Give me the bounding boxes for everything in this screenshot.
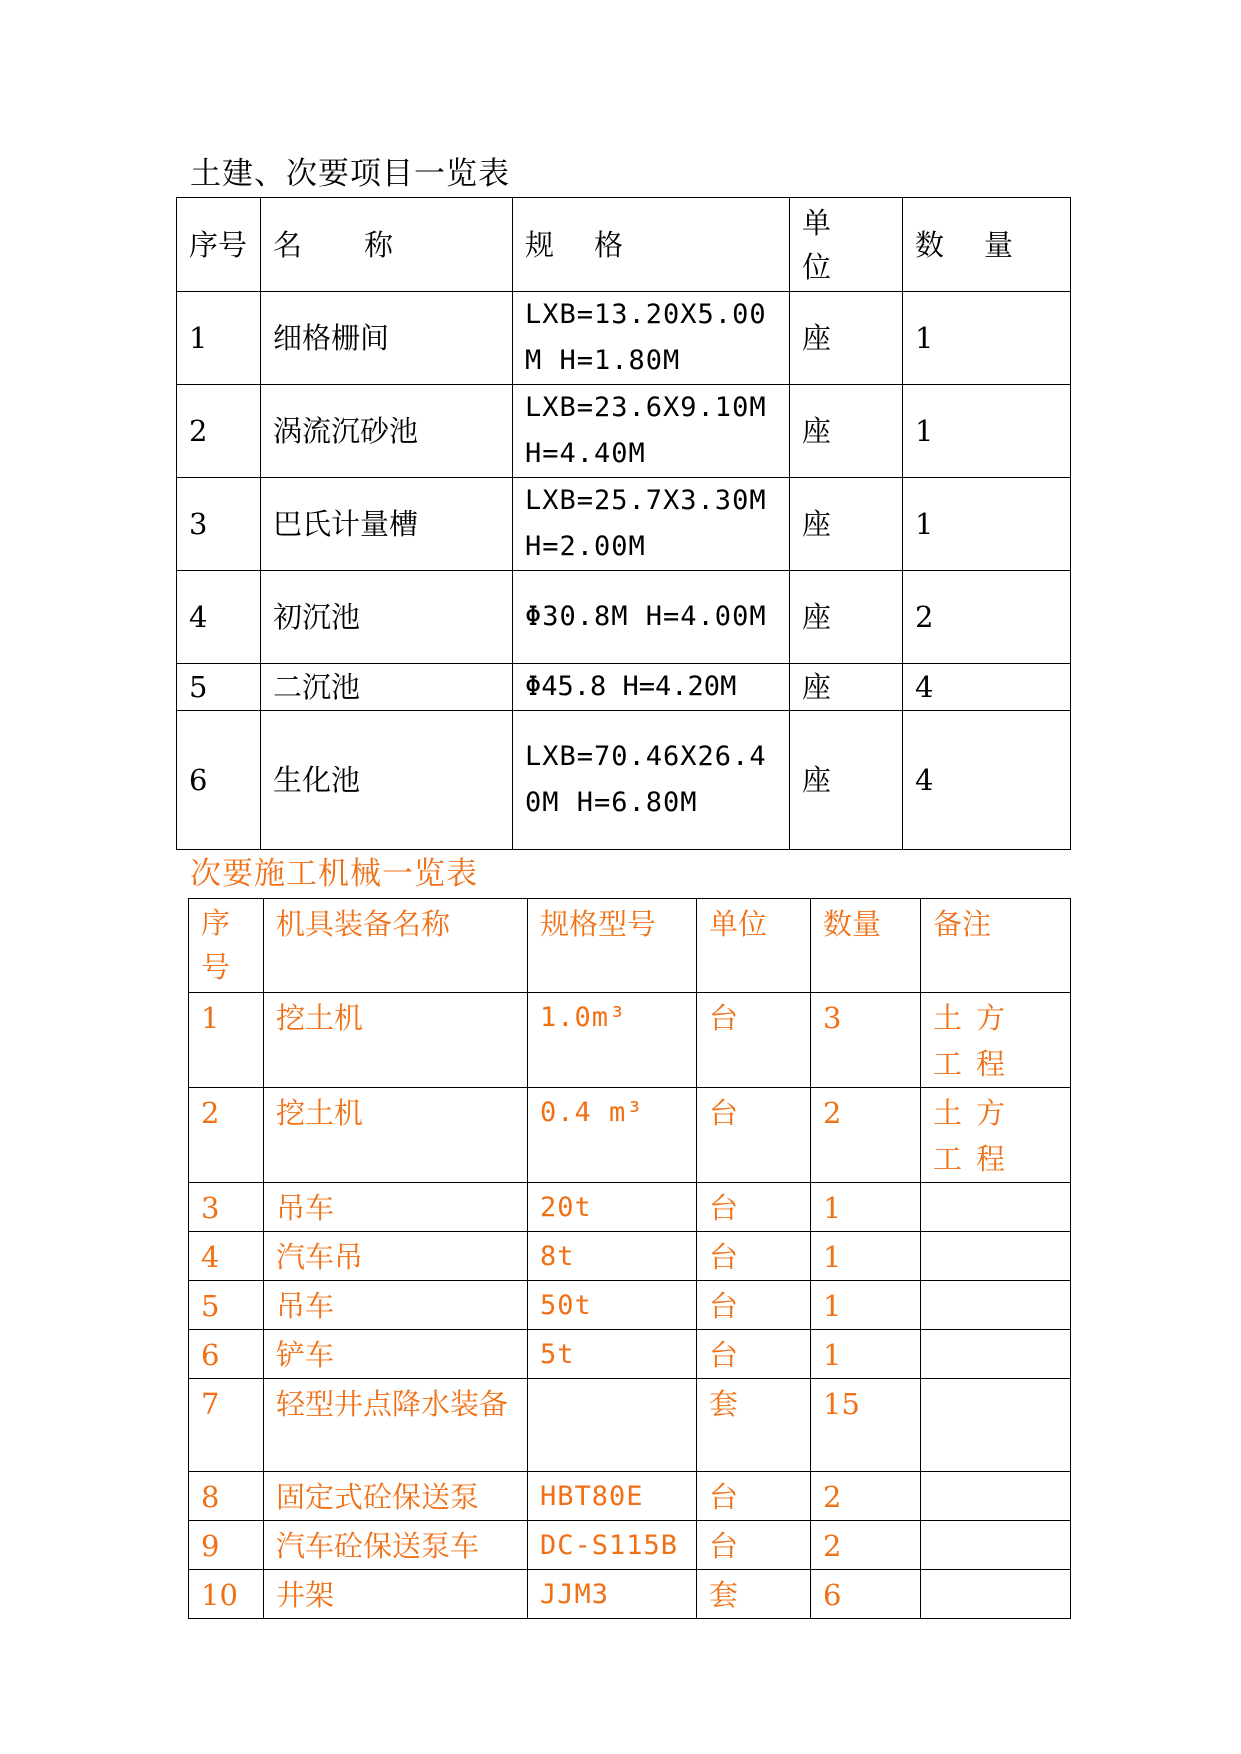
header-model: 规格型号 xyxy=(528,899,697,993)
cell-name: 挖土机 xyxy=(264,993,528,1088)
cell-qty: 2 xyxy=(811,1472,921,1521)
table-row xyxy=(189,1521,1071,1570)
cell-model: 20t xyxy=(528,1183,697,1232)
cell-qty: 1 xyxy=(811,1281,921,1330)
cell-unit: 台 xyxy=(697,1232,811,1281)
cell-unit: 套 xyxy=(697,1379,811,1472)
table-row xyxy=(189,1472,1071,1521)
cell-no: 1 xyxy=(189,993,264,1088)
civil-works-table xyxy=(176,197,1071,850)
cell-unit: 台 xyxy=(697,993,811,1088)
cell-model: HBT80E xyxy=(528,1472,697,1521)
cell-no: 2 xyxy=(177,385,261,478)
cell-qty: 4 xyxy=(903,664,1071,711)
cell-name: 细格栅间 xyxy=(261,292,513,385)
cell-model: 8t xyxy=(528,1232,697,1281)
cell-no: 5 xyxy=(189,1281,264,1330)
table2-title: 次要施工机械一览表 xyxy=(190,856,478,892)
cell-qty: 2 xyxy=(903,571,1071,664)
cell-unit: 台 xyxy=(697,1281,811,1330)
cell-qty: 1 xyxy=(811,1183,921,1232)
cell-unit: 台 xyxy=(697,1330,811,1379)
table-row xyxy=(177,292,1071,385)
cell-name: 吊车 xyxy=(264,1183,528,1232)
table-row xyxy=(189,1183,1071,1232)
table-row xyxy=(177,385,1071,478)
cell-unit: 台 xyxy=(697,1472,811,1521)
machinery-table xyxy=(188,898,1071,1619)
header-spec: 规格 xyxy=(513,198,790,292)
cell-name: 涡流沉砂池 xyxy=(261,385,513,478)
table-row xyxy=(177,571,1071,664)
cell-name: 轻型井点降水装备 xyxy=(264,1379,528,1472)
cell-qty: 1 xyxy=(903,478,1071,571)
cell-no: 2 xyxy=(189,1088,264,1183)
cell-unit: 座 xyxy=(790,664,903,711)
cell-note: 土方工程 xyxy=(921,1088,1071,1183)
table-row xyxy=(189,1088,1071,1183)
cell-unit: 座 xyxy=(790,478,903,571)
cell-name: 固定式砼保送泵 xyxy=(264,1472,528,1521)
table-header-row xyxy=(177,198,1071,292)
cell-model: 50t xyxy=(528,1281,697,1330)
table-row xyxy=(189,993,1071,1088)
cell-unit: 台 xyxy=(697,1088,811,1183)
cell-name: 铲车 xyxy=(264,1330,528,1379)
cell-note xyxy=(921,1570,1071,1619)
table1-title: 土建、次要项目一览表 xyxy=(190,156,510,192)
cell-no: 10 xyxy=(189,1570,264,1619)
cell-note: 土方工程 xyxy=(921,993,1071,1088)
cell-spec: Φ45.8 H=4.20M xyxy=(513,664,790,711)
table-row xyxy=(177,664,1071,711)
table-row xyxy=(177,711,1071,850)
cell-name: 生化池 xyxy=(261,711,513,850)
header-unit: 单位 xyxy=(790,198,903,292)
cell-note xyxy=(921,1472,1071,1521)
cell-no: 1 xyxy=(177,292,261,385)
table-row xyxy=(189,1232,1071,1281)
header-qty: 数量 xyxy=(811,899,921,993)
cell-note xyxy=(921,1281,1071,1330)
cell-qty: 4 xyxy=(903,711,1071,850)
cell-qty: 1 xyxy=(903,385,1071,478)
cell-spec: LXB=23.6X9.10M H=4.40M xyxy=(513,385,790,478)
cell-name: 吊车 xyxy=(264,1281,528,1330)
cell-no: 6 xyxy=(189,1330,264,1379)
cell-note xyxy=(921,1379,1071,1472)
table-row xyxy=(189,1330,1071,1379)
cell-qty: 6 xyxy=(811,1570,921,1619)
cell-unit: 套 xyxy=(697,1570,811,1619)
cell-note xyxy=(921,1232,1071,1281)
cell-name: 二沉池 xyxy=(261,664,513,711)
table-row xyxy=(189,1281,1071,1330)
cell-note xyxy=(921,1521,1071,1570)
cell-name: 井架 xyxy=(264,1570,528,1619)
cell-no: 6 xyxy=(177,711,261,850)
header-no: 序号 xyxy=(189,899,264,993)
cell-qty: 15 xyxy=(811,1379,921,1472)
cell-spec: LXB=13.20X5.00M H=1.80M xyxy=(513,292,790,385)
cell-no: 8 xyxy=(189,1472,264,1521)
cell-unit: 座 xyxy=(790,571,903,664)
cell-no: 4 xyxy=(177,571,261,664)
cell-qty: 3 xyxy=(811,993,921,1088)
cell-spec: Φ30.8M H=4.00M xyxy=(513,571,790,664)
cell-no: 5 xyxy=(177,664,261,711)
cell-no: 9 xyxy=(189,1521,264,1570)
cell-no: 3 xyxy=(189,1183,264,1232)
cell-unit: 座 xyxy=(790,711,903,850)
cell-name: 巴氏计量槽 xyxy=(261,478,513,571)
cell-qty: 1 xyxy=(811,1330,921,1379)
table-header-row xyxy=(189,899,1071,993)
cell-no: 4 xyxy=(189,1232,264,1281)
header-note: 备注 xyxy=(921,899,1071,993)
cell-unit: 座 xyxy=(790,292,903,385)
cell-qty: 1 xyxy=(811,1232,921,1281)
cell-name: 汽车砼保送泵车 xyxy=(264,1521,528,1570)
cell-qty: 2 xyxy=(811,1521,921,1570)
header-qty: 数量 xyxy=(903,198,1071,292)
header-unit: 单位 xyxy=(697,899,811,993)
cell-note xyxy=(921,1330,1071,1379)
table-row xyxy=(189,1570,1071,1619)
cell-no: 3 xyxy=(177,478,261,571)
cell-unit: 台 xyxy=(697,1183,811,1232)
cell-name: 初沉池 xyxy=(261,571,513,664)
cell-name: 挖土机 xyxy=(264,1088,528,1183)
cell-spec: LXB=70.46X26.40M H=6.80M xyxy=(513,711,790,850)
cell-qty: 2 xyxy=(811,1088,921,1183)
table-row xyxy=(189,1379,1071,1472)
cell-no: 7 xyxy=(189,1379,264,1472)
cell-model: DC-S115B xyxy=(528,1521,697,1570)
header-no: 序号 xyxy=(177,198,261,292)
cell-note xyxy=(921,1183,1071,1232)
cell-model: 5t xyxy=(528,1330,697,1379)
cell-model: 0.4 m³ xyxy=(528,1088,697,1183)
cell-model: 1.0m³ xyxy=(528,993,697,1088)
cell-qty: 1 xyxy=(903,292,1071,385)
cell-unit: 台 xyxy=(697,1521,811,1570)
header-name: 名称 xyxy=(261,198,513,292)
cell-name: 汽车吊 xyxy=(264,1232,528,1281)
header-name: 机具装备名称 xyxy=(264,899,528,993)
cell-model xyxy=(528,1379,697,1472)
cell-unit: 座 xyxy=(790,385,903,478)
cell-model: JJM3 xyxy=(528,1570,697,1619)
table-row xyxy=(177,478,1071,571)
cell-spec: LXB=25.7X3.30M H=2.00M xyxy=(513,478,790,571)
